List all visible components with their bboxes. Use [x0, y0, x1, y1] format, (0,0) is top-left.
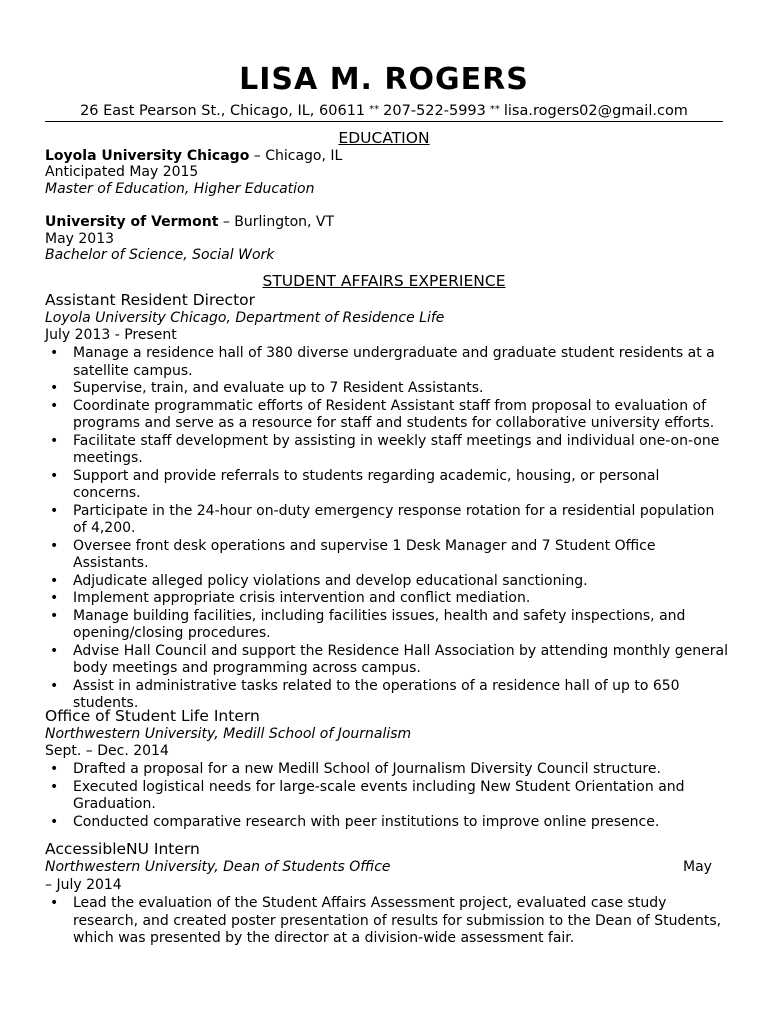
school-date: May 2013: [45, 231, 115, 247]
separator: **: [369, 104, 380, 115]
job-org: Northwestern University, Medill School of Journalism: [45, 726, 412, 742]
school-line: [45, 148, 342, 165]
list-item: • Manage a residence hall of 380 diverse undergraduate and graduate student residents at a satellite campus.: [50, 345, 715, 379]
job-bullets: [0, 345, 768, 713]
job-date: July 2013 - Present: [45, 327, 177, 343]
separator: **: [489, 104, 500, 115]
header-rule: [45, 121, 723, 122]
list-item: • Lead the evaluation of the Student Affairs Assessment project, evaluated case study research, and created poster presentation of results for submission to the Dean of Students, which was presented by the director at a division-wide assessment fair.: [50, 895, 722, 946]
list-item: • Adjudicate alleged policy violations and develop educational sanctioning.: [50, 572, 588, 589]
phone: 207-522-5993: [383, 103, 486, 119]
list-item: • Facilitate staff development by assisting in weekly staff meetings and individual one-on-one meetings.: [50, 432, 720, 466]
list-item: • Oversee front desk operations and supervise 1 Desk Manager and 7 Student Office Assistants.: [50, 537, 656, 571]
list-item: • Implement appropriate crisis intervention and conflict mediation.: [50, 590, 531, 606]
list-item: • Coordinate programmatic efforts of Resident Assistant staff from proposal to evaluation of programs and serve as a resource for staff and students for collaborative university efforts.: [50, 397, 715, 431]
job-bullets: [0, 761, 768, 831]
school-line: [45, 214, 334, 231]
list-item: • Conducted comparative research with peer institutions to improve online presence.: [50, 813, 660, 830]
list-item: • Executed logistical needs for large-scale events including New Student Orientation and Graduation.: [50, 778, 685, 812]
list-item: • Assist in administrative tasks related to the operations of a residence hall of up to 650 students.: [50, 677, 680, 711]
contact-line: [0, 100, 768, 121]
job-org: Northwestern University, Dean of Students Office: [45, 859, 391, 875]
job-title: Assistant Resident Director: [45, 291, 255, 309]
list-item: • Participate in the 24-hour on-duty emergency response rotation for a residential population of 4,200.: [50, 502, 715, 536]
school-degree: Master of Education, Higher Education: [45, 181, 315, 197]
list-item: • Supervise, train, and evaluate up to 7 Resident Assistants.: [50, 380, 484, 396]
list-item: • Advise Hall Council and support the Residence Hall Association by attending monthly general body meetings and programming across campus.: [50, 642, 728, 676]
experience-heading: STUDENT AFFAIRS EXPERIENCE: [262, 272, 506, 290]
school-location: – Chicago, IL: [249, 148, 343, 164]
school-name: Loyola University Chicago: [45, 148, 250, 164]
job-bullets: [0, 895, 768, 948]
job-title: AccessibleNU Intern: [45, 840, 200, 858]
job-date-start: May: [683, 859, 712, 875]
school-name: University of Vermont: [45, 214, 219, 230]
school-degree: Bachelor of Science, Social Work: [45, 247, 275, 263]
list-item: • Support and provide referrals to students regarding academic, housing, or personal concerns.: [50, 467, 660, 501]
job-date: Sept. – Dec. 2014: [45, 743, 169, 759]
job-title: Office of Student Life Intern: [45, 707, 260, 725]
resume-name: LISA M. ROGERS: [239, 62, 529, 97]
job-org: Loyola University Chicago, Department of Residence Life: [45, 310, 445, 326]
school-date: Anticipated May 2015: [45, 164, 199, 180]
school-location: – Burlington, VT: [218, 214, 335, 230]
list-item: • Manage building facilities, including facilities issues, health and safety inspections, and opening/closing procedures.: [50, 607, 686, 641]
email: lisa.rogers02@gmail.com: [503, 103, 688, 119]
list-item: • Drafted a proposal for a new Medill School of Journalism Diversity Council structure.: [50, 761, 661, 777]
job-date-end: – July 2014: [45, 877, 122, 893]
education-heading: EDUCATION: [338, 129, 430, 147]
address: 26 East Pearson St., Chicago, IL, 60611: [80, 103, 366, 119]
